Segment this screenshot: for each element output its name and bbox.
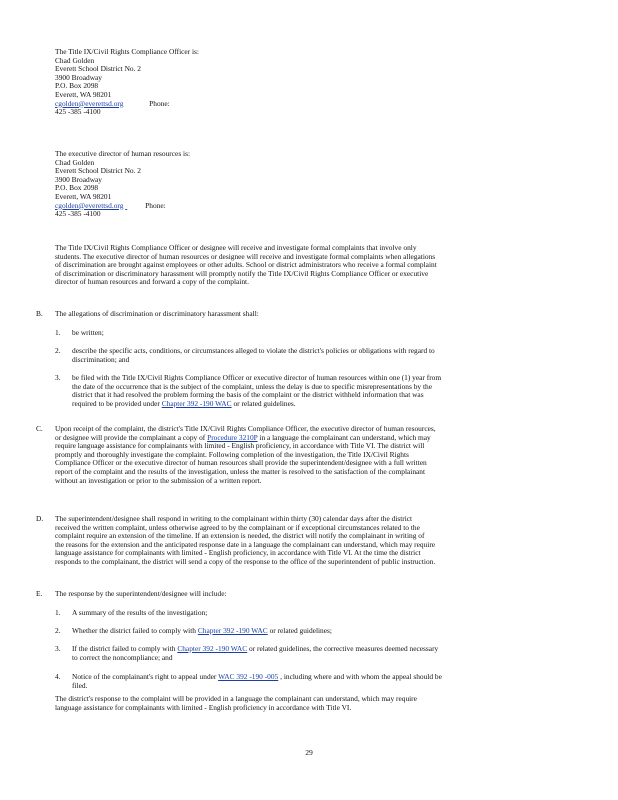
item-line: filed.: [72, 680, 88, 690]
procedure-link[interactable]: Procedure 3210P: [207, 432, 258, 442]
item-number: 3.: [55, 644, 61, 653]
paragraph-line: without an investigation or prior to the submission of a written report.: [55, 475, 262, 485]
paragraph-text: in a language the complainant can understand, which may: [259, 432, 431, 442]
item-text: or related guidelines, the corrective measures deemed necessary: [249, 644, 439, 653]
section-b-item-2: [72, 347, 567, 364]
contact-street: 3900 Broadway: [55, 175, 103, 184]
paragraph-line: language assistance for complainants with limited - English proficiency in accordance with Title VI.: [55, 702, 352, 712]
paragraph-line: language assistance for complainants with limited - English proficiency, in accordance with Title VI. At the time the district: [55, 548, 421, 558]
page-number: 29: [305, 748, 313, 757]
contact-street: 3900 Broadway: [55, 73, 103, 82]
contact-org: Everett School District No. 2: [55, 167, 142, 176]
section-e-item-4: [72, 673, 567, 690]
contact-city: Everett, WA 98201: [55, 90, 112, 99]
paragraph-line: director of human resources and forward a copy of the complaint.: [55, 278, 249, 287]
section-e-heading: The response by the superintendent/designee will include:: [55, 589, 227, 598]
contact-email-row: [55, 202, 570, 211]
section-b-item-3: [72, 374, 567, 408]
contact-email-link[interactable]: cgolden@everettsd.org: [55, 99, 124, 108]
item-number: 4.: [55, 672, 61, 681]
wac-chapter-link[interactable]: Chapter 392 -190 WAC: [197, 626, 268, 635]
paragraph-text: or designee will provide the complainant a copy of: [55, 432, 206, 442]
contact-city: Everett, WA 98201: [55, 192, 112, 201]
item-number: 3.: [55, 373, 61, 382]
contact-intro: The Title IX/Civil Rights Compliance Officer is:: [55, 48, 199, 56]
section-b-marker: B.: [36, 309, 43, 318]
section-d-paragraph: [55, 515, 570, 567]
item-text: , including where and with whom the appeal should be: [280, 672, 442, 681]
paragraph-line: the reasons for the extension and the anticipated response date in a language the complainant can understand, which may require: [55, 539, 436, 549]
section-e-item-3: [72, 645, 567, 662]
contact-org: Everett School District No. 2: [55, 65, 142, 74]
contact-phone: 425 -385 -4100: [55, 210, 101, 219]
item-text: or related guidelines;: [269, 626, 332, 635]
item-number: 2.: [55, 626, 61, 635]
section-e-closing: [55, 695, 570, 712]
section-e-item-2: [72, 627, 592, 636]
item-line: to correct the noncompliance; and: [72, 652, 173, 662]
paragraph-line: students. The executive director of human resources or designee will receive and investigate formal complaints when allegations: [55, 252, 436, 261]
contact-name: Chad Golden: [55, 56, 95, 65]
email-underline-spacer: [125, 202, 143, 211]
contact-pobox: P.O. Box 2098: [55, 184, 99, 193]
paragraph-line: The superintendent/designee shall respond in writing to the complainant within thirty (30) calendar days after the district: [55, 514, 413, 523]
paragraph-line: The Title IX/Civil Rights Compliance Officer or designee will receive and investigate formal complaints that involve only: [55, 244, 417, 252]
contact-phone-label: Phone:: [145, 201, 166, 210]
paragraph-line: received the written complaint, unless otherwise agreed to by the complainant or if exceptional circumstances related to the: [55, 522, 420, 532]
paragraph-line: promptly and thoroughly investigate the complaint. Following completion of the investigation, the Title IX/Civil Rights: [55, 449, 409, 459]
contact-pobox: P.O. Box 2098: [55, 82, 99, 91]
contact-email-row: [55, 100, 570, 109]
item-number: 1.: [55, 608, 61, 617]
item-line: [72, 400, 567, 409]
section-e-item-1: A summary of the results of the investigation;: [72, 608, 208, 617]
section-c-marker: C.: [36, 424, 43, 433]
contact-phone: 425 -385 -4100: [55, 108, 101, 117]
item-line: be filed with the Title IX/Civil Rights Compliance Officer or executive director of human resources within one (1) year from: [72, 373, 442, 382]
item-line: describe the specific acts, conditions, or circumstances alleged to violate the district's policies or obligations with regard to: [72, 346, 435, 355]
paragraph-line: report of the complaint and the results of the investigation, unless the matter is resolved to the satisfaction of the complainant: [55, 466, 426, 476]
wac-chapter-link[interactable]: Chapter 392 -190 WAC: [177, 644, 248, 653]
paragraph-line: Compliance Officer or the executive director of human resources shall provide the superintendent/designee with a full written: [55, 458, 427, 468]
paragraph-line: of discrimination or discriminatory harassment will promptly notify the Title IX/Civil Rights Compliance Officer or executive: [55, 269, 429, 278]
wac-chapter-link[interactable]: Chapter 392 -190 WAC: [161, 398, 232, 408]
item-text: Notice of the complainant's right to appeal under: [72, 672, 217, 681]
item-line: district that it had resolved the problem forming the basis of the complaint or the district withheld information that was: [72, 390, 424, 400]
contact-phone-label: Phone:: [149, 99, 170, 108]
item-text: or related guidelines.: [233, 398, 296, 408]
paragraph-line: responds to the complainant, the district will send a copy of the response to the office of the superintendent of public instruction.: [55, 556, 436, 566]
paragraph-line: complaint require an extension of the timeline. If an extension is needed, the district will notify the complainant in writing of: [55, 531, 425, 541]
section-b-item-1: be written;: [72, 328, 104, 337]
contact-intro: The executive director of human resources is:: [55, 150, 191, 158]
item-line: the date of the occurrence that is the subject of the complaint, unless the delay is due to specific misrepresentations by the: [72, 381, 432, 391]
hr-director-contact: [55, 150, 570, 219]
paragraph-line: of discrimination are brought against employees or other adults. School or district administrators who receive a formal complaint: [55, 261, 437, 270]
item-number: 2.: [55, 346, 61, 355]
item-text: Whether the district failed to comply with: [72, 626, 196, 635]
item-text: If the district failed to comply with: [72, 644, 176, 653]
item-number: 1.: [55, 328, 61, 337]
compliance-officer-contact: [55, 48, 570, 117]
section-e-marker: E.: [36, 589, 43, 598]
intro-paragraph: [55, 244, 570, 287]
contact-name: Chad Golden: [55, 158, 95, 167]
section-b-heading: The allegations of discrimination or discriminatory harassment shall:: [55, 309, 259, 318]
paragraph-line: The district's response to the complaint will be provided in a language the complainant can understand, which may require: [55, 694, 417, 703]
wac-section-link[interactable]: WAC 392 -190 -005: [218, 672, 279, 681]
item-line: discrimination; and: [72, 354, 130, 364]
section-d-marker: D.: [36, 514, 44, 523]
contact-email-link[interactable]: cgolden@everettsd.org: [55, 201, 124, 210]
section-c-paragraph: [55, 425, 570, 485]
item-text: required to be provided under: [72, 398, 160, 408]
item-line: [72, 673, 567, 682]
paragraph-line: require language assistance for complainants with limited - English proficiency, in accordance with Title VI. The district will: [55, 441, 425, 451]
paragraph-line: Upon receipt of the complaint, the district's Title IX/Civil Rights Compliance Officer, the executive director of human resources,: [55, 424, 436, 433]
